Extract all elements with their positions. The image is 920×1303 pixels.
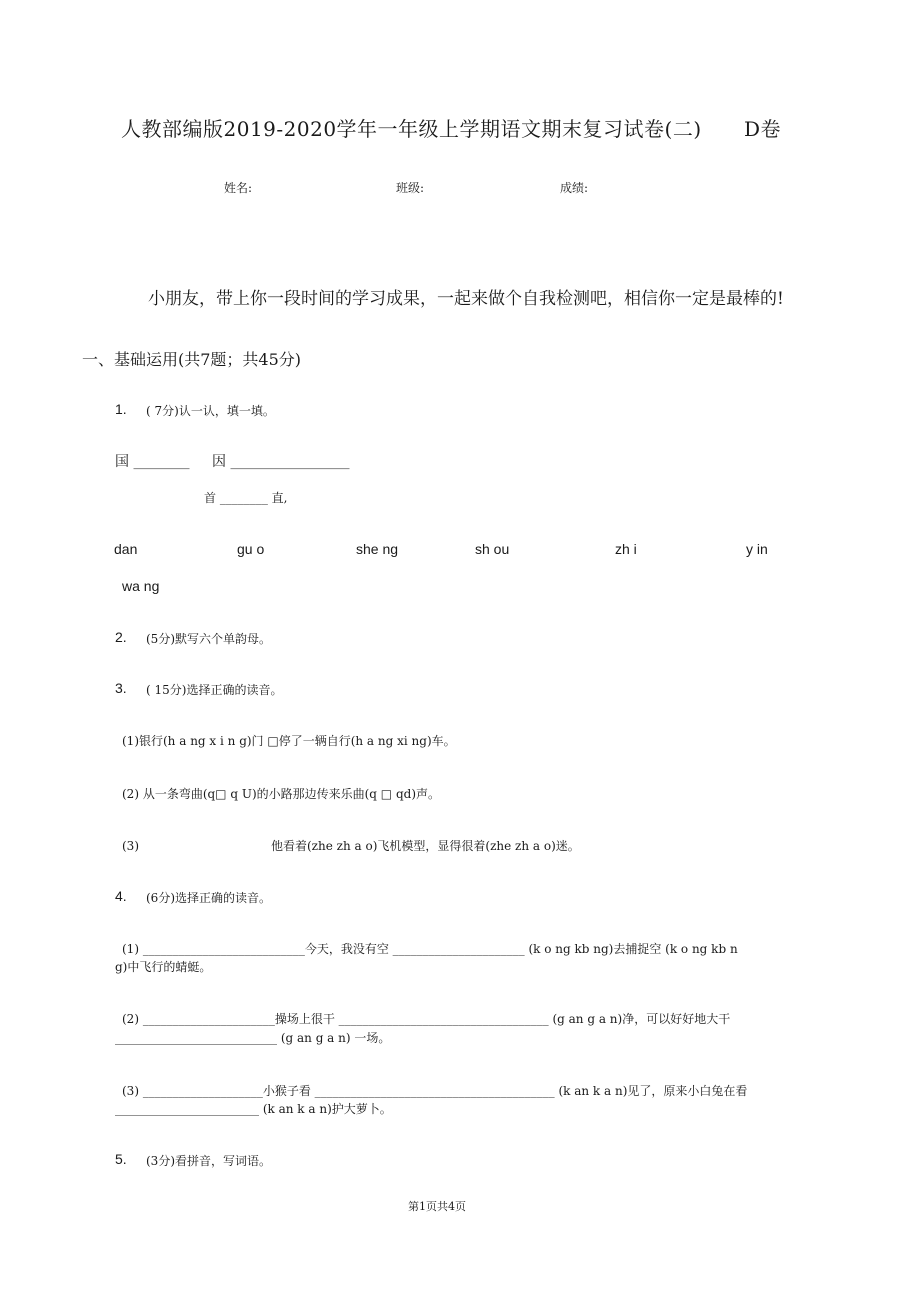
pinyin-item: wa ng (122, 578, 160, 594)
sub-question-number: (3) (122, 839, 139, 853)
question-number: 1. (115, 401, 127, 417)
pinyin-item: sh ou (475, 541, 510, 557)
fill-line-yin: 因 _________________ (212, 454, 350, 470)
exam-edition: D卷 (744, 117, 782, 141)
section-title: 一、基础运用(共7题；共45分) (82, 350, 302, 369)
fill-line-guo: 国 ________ (115, 454, 190, 470)
score-label: 成绩: (560, 181, 589, 195)
sub-question-cont: ________________________ (k an k a n)护大萝卜。 (115, 1102, 392, 1116)
sub-question: (3) ____________________小猴子看 ________________________________________ (k an k a n)见了，原来小白兔在看 (122, 1084, 748, 1098)
question-text: (3分)看拼音，写词语。 (146, 1154, 271, 1168)
pinyin-item: gu o (237, 541, 265, 557)
intro-text: 小朋友，带上你一段时间的学习成果，一起来做个自我检测吧，相信你一定是最棒的! (148, 289, 784, 309)
question-number: 4. (115, 888, 127, 904)
exam-title: 人教部编版2019-2020学年一年级上学期语文期末复习试卷(二) (121, 117, 702, 141)
sub-question-cont: ___________________________ (g an g a n) 一场。 (115, 1031, 391, 1045)
question-number: 2. (115, 629, 127, 645)
sub-question: (2) 从一条弯曲(q□ q U)的小路那边传来乐曲(q □ qd)声。 (122, 787, 440, 801)
pinyin-item: y in (746, 541, 768, 557)
question-text: (6分)选择正确的读音。 (146, 891, 271, 905)
sub-question: (1)银行(h a ng x i n g)门 □停了一辆自行(h a ng xi ng)车。 (122, 734, 456, 748)
question-text: (5分)默写六个单韵母。 (146, 632, 271, 646)
fill-line-shou-zhi: 首 ________ 直, (204, 491, 288, 505)
question-number: 3. (115, 680, 127, 696)
sub-question: (2) ______________________操场上很干 ___________________________________ (g an g a n)净，可以好好地大干 (122, 1012, 731, 1026)
question-text: ( 15分)选择正确的读音。 (146, 683, 283, 697)
sub-question: 他看着(zhe zh a o)飞机模型，显得很着(zhe zh a o)迷。 (271, 839, 580, 853)
pinyin-item: zh i (615, 541, 637, 557)
sub-question: (1) ___________________________今天，我没有空 ______________________ (k o ng kb ng)去捕捉空 (k o ng kb n (122, 942, 738, 956)
class-label: 班级: (396, 181, 425, 195)
page-footer: 第1页共4页 (408, 1200, 466, 1213)
name-label: 姓名: (224, 181, 253, 195)
pinyin-item: she ng (356, 541, 399, 557)
question-number: 5. (115, 1151, 127, 1167)
question-text: ( 7分)认一认，填一填。 (146, 404, 275, 418)
pinyin-item: dan (114, 541, 138, 557)
sub-question-cont: g)中飞行的蜻蜓。 (115, 960, 212, 974)
